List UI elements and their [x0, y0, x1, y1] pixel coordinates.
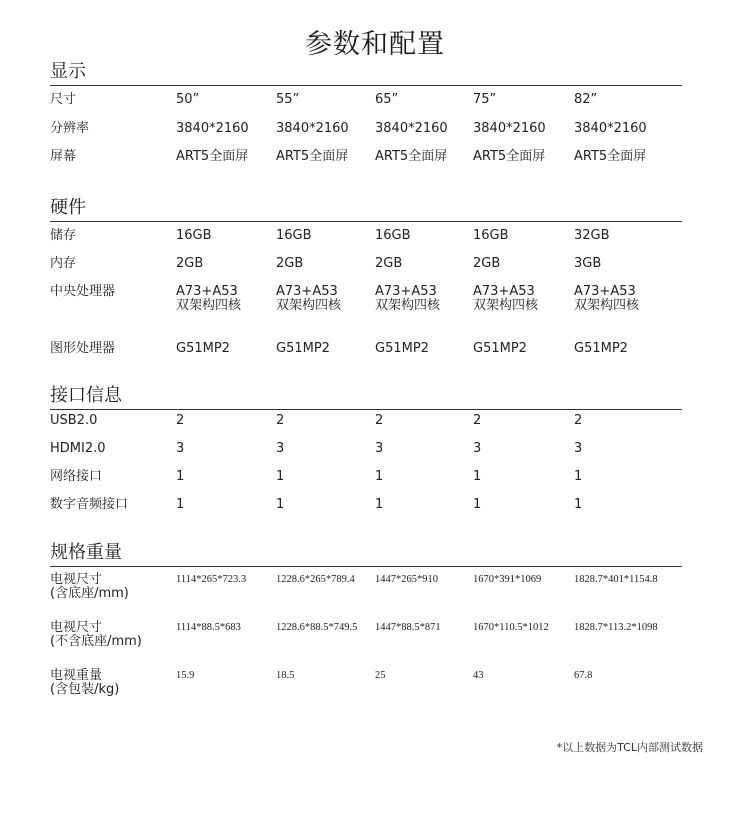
spec-value: 16GB — [473, 228, 509, 243]
spec-value: A73+A53 双架构四核 — [375, 284, 441, 313]
spec-section — [50, 384, 682, 512]
spec-value: 55” — [276, 92, 300, 107]
spec-value: 1114*265*723.3 — [176, 574, 247, 585]
spec-value: 2 — [176, 413, 185, 428]
spec-value: A73+A53 双架构四核 — [574, 284, 640, 313]
section-heading: 硬件 — [50, 196, 682, 222]
spec-value: 65” — [375, 92, 399, 107]
spec-value: 3840*2160 — [574, 121, 647, 136]
spec-value: 1447*265*910 — [375, 574, 438, 585]
spec-value: ART5全面屏 — [375, 149, 448, 164]
spec-value: 2GB — [375, 256, 403, 271]
spec-value: 15.9 — [176, 670, 195, 681]
spec-value: G51MP2 — [276, 341, 330, 356]
spec-value: 3840*2160 — [176, 121, 249, 136]
spec-value: 2 — [574, 413, 583, 428]
spec-value: 67.8 — [574, 670, 593, 681]
spec-value: 3GB — [574, 256, 602, 271]
spec-value: ART5全面屏 — [276, 149, 349, 164]
spec-value: 1 — [574, 497, 583, 512]
section-heading: 接口信息 — [50, 384, 682, 410]
spec-value: ART5全面屏 — [473, 149, 546, 164]
spec-value: 2GB — [276, 256, 304, 271]
spec-value: 1 — [375, 497, 384, 512]
spec-value: 1 — [574, 469, 583, 484]
row-label: 图形处理器 — [50, 341, 116, 356]
spec-value: 3 — [176, 441, 185, 456]
spec-value: 43 — [473, 670, 484, 681]
footnote: *以上数据为TCL内部测试数据 — [556, 741, 703, 754]
row-label: 数字音频接口 — [50, 497, 129, 512]
spec-value: 2 — [375, 413, 384, 428]
spec-value: 3 — [276, 441, 285, 456]
row-label: 屏幕 — [50, 149, 77, 164]
row-label: 尺寸 — [50, 92, 77, 107]
section-heading: 规格重量 — [50, 541, 682, 567]
spec-value: G51MP2 — [176, 341, 230, 356]
spec-section — [50, 196, 682, 356]
spec-section — [50, 60, 682, 164]
spec-value: ART5全面屏 — [176, 149, 249, 164]
spec-value: 16GB — [375, 228, 411, 243]
row-label: HDMI2.0 — [50, 441, 106, 456]
spec-value: 18.5 — [276, 670, 295, 681]
spec-value: G51MP2 — [473, 341, 527, 356]
spec-value: 3840*2160 — [473, 121, 546, 136]
row-label: USB2.0 — [50, 413, 98, 428]
spec-value: 1228.6*88.5*749.5 — [276, 622, 358, 633]
spec-value: G51MP2 — [375, 341, 429, 356]
spec-value: 2GB — [176, 256, 204, 271]
spec-value: 2GB — [473, 256, 501, 271]
row-label: 网络接口 — [50, 469, 103, 484]
spec-section — [50, 541, 682, 697]
spec-value: 1 — [176, 497, 185, 512]
spec-value: 3 — [574, 441, 583, 456]
row-label: 分辨率 — [50, 121, 90, 136]
spec-value: 16GB — [176, 228, 212, 243]
spec-value: G51MP2 — [574, 341, 628, 356]
spec-value: 82” — [574, 92, 598, 107]
spec-value: 1670*110.5*1012 — [473, 622, 549, 633]
row-label: 电视尺寸 (不含底座/mm) — [50, 620, 142, 649]
spec-value: A73+A53 双架构四核 — [473, 284, 539, 313]
spec-value: ART5全面屏 — [574, 149, 647, 164]
spec-value: 1447*88.5*871 — [375, 622, 441, 633]
spec-value: 1 — [176, 469, 185, 484]
page-title: 参数和配置 — [305, 29, 445, 60]
row-label: 内存 — [50, 256, 77, 271]
spec-value: 3840*2160 — [276, 121, 349, 136]
section-heading: 显示 — [50, 60, 682, 86]
spec-value: 1828.7*113.2*1098 — [574, 622, 658, 633]
spec-value: 16GB — [276, 228, 312, 243]
spec-value: 32GB — [574, 228, 610, 243]
spec-value: 25 — [375, 670, 386, 681]
spec-value: 1828.7*401*1154.8 — [574, 574, 658, 585]
row-label: 中央处理器 — [50, 284, 116, 299]
spec-value: 1 — [276, 497, 285, 512]
spec-value: 1670*391*1069 — [473, 574, 542, 585]
row-label: 电视尺寸 (含底座/mm) — [50, 572, 129, 601]
spec-value: 2 — [473, 413, 482, 428]
spec-value: A73+A53 双架构四核 — [176, 284, 242, 313]
spec-value: 75” — [473, 92, 497, 107]
row-label: 储存 — [50, 228, 77, 243]
spec-value: 3 — [473, 441, 482, 456]
spec-value: 1228.6*265*789.4 — [276, 574, 355, 585]
spec-value: 1 — [276, 469, 285, 484]
spec-value: 2 — [276, 413, 285, 428]
spec-value: 3 — [375, 441, 384, 456]
spec-value: 50” — [176, 92, 200, 107]
spec-value: A73+A53 双架构四核 — [276, 284, 342, 313]
spec-value: 1 — [473, 497, 482, 512]
row-label: 电视重量 (含包装/kg) — [50, 668, 120, 697]
spec-value: 1114*88.5*683 — [176, 622, 241, 633]
spec-value: 1 — [375, 469, 384, 484]
spec-value: 3840*2160 — [375, 121, 448, 136]
spec-value: 1 — [473, 469, 482, 484]
